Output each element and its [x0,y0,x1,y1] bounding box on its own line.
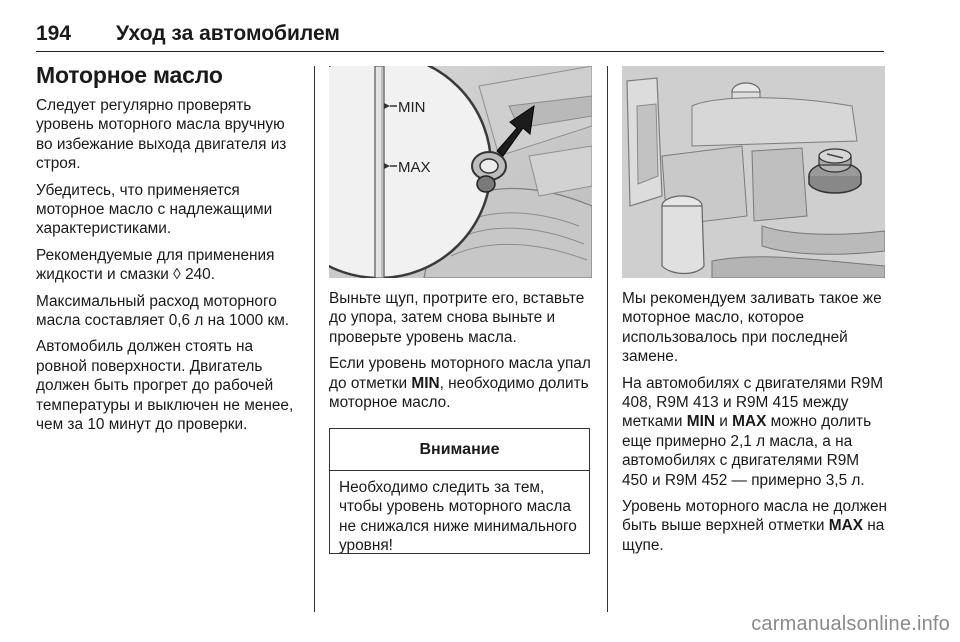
paragraph [622,374,888,490]
caution-box [329,428,590,554]
paragraph [36,246,302,285]
dipstick-engine-drawing [329,66,592,278]
paragraph-text: На автомобилях с двигателями R9M 408, R9M 413 и R9M 415 между метками [622,374,884,431]
paragraph-text: можно долить еще примерно 2,1 л масла, а на автомобилях с двигателями R9M 450 и R9M 452 — примерно 3,5 л. [622,413,872,489]
watermark: carmanualsonline.info [751,613,950,635]
paragraph-text: , необходимо долить моторное масло. [329,374,589,412]
max-term: MAX [732,413,767,431]
min-mark-label: MIN [398,99,426,116]
paragraph: Убедитесь, что применяется моторное масло с надлежащими характеристиками. [36,181,273,238]
column-3 [622,289,888,562]
column-1 [36,96,302,442]
max-term: MAX [828,517,863,535]
paragraph-text: Если уровень моторного масла упал до отметки [329,355,591,392]
caution-text: Необходимо следить за тем, чтобы уровень моторного масла не снижался ниже минимального уровня! [339,479,577,555]
paragraph-text: Уровень моторного масла не должен быть выше верхней отметки [622,498,888,535]
paragraph [622,497,888,555]
column-2 [329,289,595,419]
page-number: 194 [36,22,72,45]
page-reference-icon: ◊ [173,266,181,284]
min-term: MIN [686,413,715,431]
paragraph: Мы рекомендуем заливать такое же моторное масло, которое использовалось при последней замене. [622,290,882,366]
paragraph: Выньте щуп, протрите его, вставьте до упора, затем снова выньте и проверьте уровень масла. [329,290,585,346]
engine-bay-drawing [622,66,885,278]
paragraph-text: на щупе. [622,517,885,554]
page-reference[interactable]: 240. [185,266,216,284]
oil-filler-illustration [622,66,885,278]
paragraph-text: Рекомендуемые для применения жидкости и смазки [36,246,275,284]
column-divider [314,66,315,612]
paragraph: Максимальный расход моторного масла составляет 0,6 л на 1000 км. [36,292,290,330]
paragraph: Автомобиль должен стоять на ровной поверхности. Двигатель должен быть прогрет до рабочей температуры и выключен не менее, чем за 10 минут до проверки. [36,338,294,434]
section-title: Моторное масло [36,62,223,88]
chapter-title: Уход за автомобилем [116,22,340,45]
min-term: MIN [411,374,440,392]
max-mark-label: MAX [398,159,431,176]
paragraph: Следует регулярно проверять уровень моторного масла вручную во избежание выхода двигателя из строя. [36,97,287,173]
header-rule [36,51,884,52]
dipstick-illustration [329,66,592,278]
column-divider [607,66,608,612]
paragraph-text: и [719,413,728,431]
caution-title: Внимание [330,429,589,471]
paragraph [329,354,595,412]
